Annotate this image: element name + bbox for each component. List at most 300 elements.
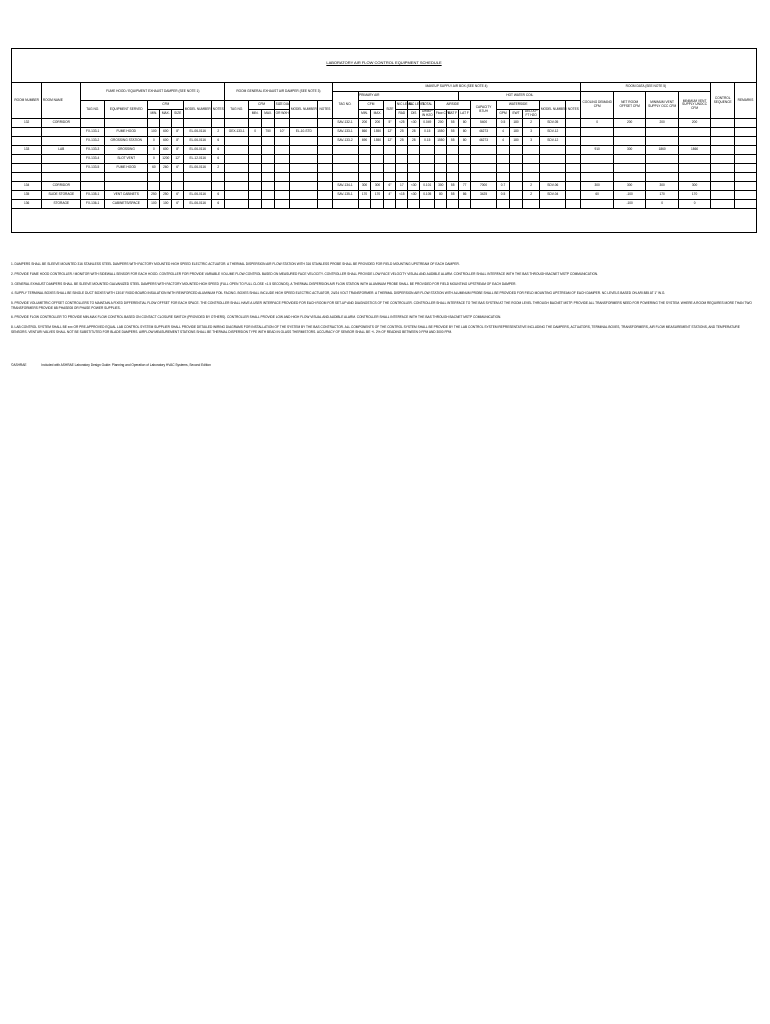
cell-mu-nc-rad: 25	[396, 128, 408, 137]
cell-fh-tag: FX-133-3	[81, 146, 105, 155]
cell-fh-model: EL-06-0116	[184, 128, 212, 137]
cell-ge-max	[262, 182, 275, 191]
cell-fh-equip: SLOT VENT	[105, 155, 148, 164]
cell-fh-size: 8"	[172, 146, 184, 155]
cell-rd-cool: 910	[581, 146, 613, 155]
cell-ge-notes	[318, 173, 332, 182]
cell-ge-size	[275, 119, 290, 128]
cell-control-sequence	[711, 182, 735, 191]
cell-fh-min	[148, 182, 160, 191]
cell-ge-tag	[225, 164, 249, 173]
col-mu-capacity: CAPACITY BTUH	[471, 101, 497, 119]
cell-rd-occ	[646, 173, 678, 182]
cell-fh-equip: FUME HOOD	[105, 164, 148, 173]
cell-ge-notes	[318, 191, 332, 200]
cell-mu-eat: 55	[447, 119, 459, 128]
cell-mu-flow: 200	[435, 119, 447, 128]
source-text: Included with ASHRAE Laboratory Design Guide: Planning and Operation of Laboratory HVAC Systems, Second Edition	[41, 363, 211, 367]
cell-ge-min	[249, 146, 262, 155]
cell-mu-cap: 3425	[471, 191, 497, 200]
col-mu-cfm: CFM	[358, 101, 384, 110]
cell-ge-model: EL-10-STD	[290, 128, 318, 137]
cell-ge-notes	[318, 119, 332, 128]
cell-remarks	[735, 173, 757, 182]
cell-mu-model	[540, 173, 566, 182]
cell-mu-size: 12"	[384, 137, 396, 146]
cell-mu-min: 860	[358, 128, 371, 137]
cell-ge-min	[249, 155, 262, 164]
cell-mu-gpm: 0.5	[497, 119, 510, 128]
col-net-room-offset: NET ROOM OFFSET CFM	[613, 92, 645, 119]
cell-mu-tag: SAV-133-1	[332, 128, 358, 137]
cell-rd-offset: 300	[613, 182, 645, 191]
cell-control-sequence	[711, 128, 735, 137]
cell-ge-model	[290, 200, 318, 209]
cell-rd-occ	[646, 137, 678, 146]
cell-room-number	[12, 128, 42, 137]
cell-mu-dpft	[523, 146, 540, 155]
cell-mu-nc-dis: <30	[408, 182, 420, 191]
col-mu-waterside: WATERSIDE	[497, 101, 540, 110]
cell-mu-max: 1550	[371, 128, 384, 137]
cell-mu-gpm	[497, 200, 510, 209]
cell-ge-size	[275, 191, 290, 200]
cell-rd-offset	[613, 155, 645, 164]
copyright-text: ©ASHRAE	[11, 363, 27, 367]
cell-mu-min	[358, 200, 371, 209]
cell-ge-notes	[318, 155, 332, 164]
table-row	[12, 146, 757, 155]
cell-mu-eat	[447, 146, 459, 155]
col-mu-deltap-ft: DELTA P FT H2O	[523, 110, 540, 119]
cell-mu-cap	[471, 200, 497, 209]
cell-rd-occ: 200	[646, 119, 678, 128]
cell-mu-tag	[332, 173, 358, 182]
cell-mu-gpm: 4	[497, 137, 510, 146]
cell-fh-model: EL-06-0116	[184, 137, 212, 146]
cell-mu-tag: SAV-133-2	[332, 137, 358, 146]
cell-mu-eat: 55	[447, 137, 459, 146]
cell-mu-size	[384, 173, 396, 182]
table-row	[12, 200, 757, 209]
cell-fh-notes: 6	[212, 137, 225, 146]
col-mu-model: MODEL NUMBER	[540, 101, 566, 119]
cell-mu-notes	[566, 164, 581, 173]
cell-fh-model: EL-06-0116	[184, 191, 212, 200]
table-row	[12, 119, 757, 128]
cell-mu-ewt	[510, 146, 523, 155]
cell-mu-max	[371, 173, 384, 182]
cell-mu-min: 200	[358, 119, 371, 128]
cell-rd-offset	[613, 173, 645, 182]
cell-control-sequence	[711, 119, 735, 128]
cell-control-sequence	[711, 146, 735, 155]
table-row	[12, 155, 757, 164]
cell-mu-min	[358, 173, 371, 182]
cell-ge-min	[249, 119, 262, 128]
cell-room-number	[12, 137, 42, 146]
cell-mu-min	[358, 164, 371, 173]
cell-ge-size	[275, 137, 290, 146]
cell-mu-ewt	[510, 182, 523, 191]
cell-rd-offset	[613, 137, 645, 146]
cell-ge-tag	[225, 182, 249, 191]
cell-ge-notes	[318, 164, 332, 173]
cell-mu-model	[540, 200, 566, 209]
cell-fh-max	[160, 182, 172, 191]
cell-fh-size	[172, 173, 184, 182]
col-mu-dis: DIS	[408, 110, 420, 119]
cell-fh-size: 12"	[172, 155, 184, 164]
note-item: 5. PROVIDE VOLUMETRIC OFFSET CONTROLLERS TO MAINTAIN A FIXED DIFFERENTIAL FLOW OFFSET FOR EACH SPACE. THE CONTROLLER SHALL HAVE A USER INTERFACE PROVIDED FOR EACH ROOM FOR SET-UP AND DIAGNOSTICS OF THE CONTROLLER. CONTROLLER SHALL INTERFACE TO THE BAS SYSTEM AT THE ROOM LEVEL THROUGH BACNET MSTP. PROVIDE ALL TRANSFORMERS NEED FOR POWERING THE SYSTEM. WHERE A ROOM REQUIRES MORE THAN TWO TRANSFORMERS PROVIDE 6B PHASE08 OR PHASE POWER SUPPLIES.	[11, 301, 752, 310]
cell-rd-cool	[581, 155, 613, 164]
cell-ge-notes	[318, 128, 332, 137]
cell-fh-tag: FX-133-1	[81, 128, 105, 137]
cell-room-name: CORRIDOR	[42, 182, 81, 191]
note-item: 3. GENERAL EXHAUST DAMPERS SHALL BE SLEEVE MOUNTED GALVANIZED STEEL DAMPERS WITH FACTORY MOUNTED HIGH SPEED (FULL OPEN TO FULL CLOSE <1.5 SECONDS). A THERMAL DISPERSION AIR FLOW STATION WITH ALUMINUM PROBE SHALL BE PROVIDED FOR FIELD MOUNTING UPSTREAM OF EACH DAMPER.	[11, 281, 517, 286]
col-fh-max: MAX.	[160, 110, 172, 119]
cell-room-name: LAB	[42, 146, 81, 155]
cell-mu-gpm	[497, 173, 510, 182]
cell-mu-tag	[332, 164, 358, 173]
cell-fh-min: 60	[148, 164, 160, 173]
cell-mu-dpft: 3	[523, 137, 540, 146]
cell-fh-tag	[81, 119, 105, 128]
cell-mu-dpft	[523, 164, 540, 173]
cell-mu-ewt	[510, 155, 523, 164]
cell-mu-nc-dis	[408, 164, 420, 173]
cell-mu-lat	[459, 146, 471, 155]
cell-remarks	[735, 137, 757, 146]
cell-control-sequence	[711, 191, 735, 200]
cell-room-name	[42, 173, 81, 182]
cell-mu-dp	[420, 164, 435, 173]
cell-fh-size: 6"	[172, 200, 184, 209]
cell-mu-ewt	[510, 173, 523, 182]
cell-mu-dpft: 2	[523, 119, 540, 128]
cell-mu-max	[371, 164, 384, 173]
cell-mu-lat: 80	[459, 137, 471, 146]
cell-ge-model	[290, 146, 318, 155]
col-min-vent-unocc: MINIMUM VENT SUPPLY UNOCC CFM	[678, 92, 710, 119]
cell-mu-gpm: 0.5	[497, 191, 510, 200]
cell-remarks	[735, 164, 757, 173]
cell-fh-tag: FX-135-1	[81, 191, 105, 200]
col-mu-lat: LAT F	[459, 110, 471, 119]
cell-room-name: SLIDE STORAGE	[42, 191, 81, 200]
cell-room-name	[42, 155, 81, 164]
cell-fh-max: 250	[160, 191, 172, 200]
col-ge-cfm: CFM	[249, 101, 275, 110]
cell-fh-tag: FX-136-1	[81, 200, 105, 209]
cell-ge-model	[290, 119, 318, 128]
cell-fh-size: 8"	[172, 128, 184, 137]
cell-mu-dp	[420, 173, 435, 182]
cell-fh-notes	[212, 173, 225, 182]
cell-ge-size	[275, 146, 290, 155]
cell-fh-size	[172, 119, 184, 128]
cell-mu-gpm: 4	[497, 128, 510, 137]
cell-mu-model	[540, 155, 566, 164]
col-mu-size: SIZE	[384, 101, 396, 119]
cell-rd-cool	[581, 200, 613, 209]
cell-ge-max	[262, 200, 275, 209]
cell-mu-gpm	[497, 155, 510, 164]
cell-mu-nc-dis: <30	[408, 191, 420, 200]
cell-remarks	[735, 182, 757, 191]
cell-mu-dpft: 3	[523, 128, 540, 137]
cell-mu-lat: 80	[459, 128, 471, 137]
cell-ge-tag	[225, 200, 249, 209]
cell-mu-cap: 7000	[471, 182, 497, 191]
cell-ge-tag	[225, 155, 249, 164]
col-mu-eat: EAT F	[447, 110, 459, 119]
cell-mu-dp	[420, 200, 435, 209]
cell-mu-nc-rad	[396, 173, 408, 182]
cell-fh-notes: 6	[212, 191, 225, 200]
cell-ge-size	[275, 164, 290, 173]
col-mu-gpm: GPM	[497, 110, 510, 119]
cell-rd-cool	[581, 173, 613, 182]
cell-rd-unocc	[678, 128, 710, 137]
col-room-name: ROOM NAME	[42, 83, 81, 119]
cell-mu-lat	[459, 200, 471, 209]
table-row	[12, 182, 757, 191]
cell-mu-min	[358, 146, 371, 155]
cell-room-number: 134	[12, 182, 42, 191]
cell-fh-max: 1200	[160, 155, 172, 164]
cell-mu-notes	[566, 137, 581, 146]
cell-fh-max: 100	[160, 200, 172, 209]
group-hot-water-coil: HOT WATER COIL	[459, 92, 581, 101]
cell-mu-cap	[471, 155, 497, 164]
cell-fh-max: 260	[160, 164, 172, 173]
cell-mu-notes	[566, 119, 581, 128]
cell-rd-occ	[646, 128, 678, 137]
cell-fh-size: 6"	[172, 191, 184, 200]
cell-ge-size	[275, 200, 290, 209]
cell-mu-eat: 55	[447, 182, 459, 191]
cell-mu-nc-dis: <30	[408, 119, 420, 128]
col-mu-min: MIN.	[358, 110, 371, 119]
cell-fh-min: 0	[148, 146, 160, 155]
cell-mu-cap: 46273	[471, 137, 497, 146]
cell-mu-cap: 5400	[471, 119, 497, 128]
cell-mu-min: 690	[358, 137, 371, 146]
cell-fh-max: 600	[160, 128, 172, 137]
cell-rd-cool: 300	[581, 182, 613, 191]
cell-mu-ewt: 180	[510, 137, 523, 146]
cell-mu-eat	[447, 173, 459, 182]
cell-fh-max: 600	[160, 146, 172, 155]
cell-mu-tag	[332, 200, 358, 209]
cell-mu-min: 170	[358, 191, 371, 200]
col-fh-notes: NOTES	[212, 101, 225, 119]
cell-mu-nc-rad	[396, 200, 408, 209]
page-footer	[11, 363, 225, 367]
group-fume-hood: FUME HOOD / EQUIPMENT EXHAUST DAMPER (SEE NOTE 1)	[81, 83, 225, 101]
cell-fh-model	[184, 119, 212, 128]
cell-room-number: 135	[12, 191, 42, 200]
table-row	[12, 173, 757, 182]
cell-fh-min: 100	[148, 200, 160, 209]
cell-control-sequence	[711, 200, 735, 209]
cell-mu-flow: 1550	[435, 137, 447, 146]
cell-mu-nc-rad: 17	[396, 182, 408, 191]
cell-ge-max	[262, 173, 275, 182]
cell-mu-notes	[566, 191, 581, 200]
cell-ge-tag	[225, 173, 249, 182]
cell-mu-cap: 46273	[471, 128, 497, 137]
cell-fh-model	[184, 173, 212, 182]
cell-mu-notes	[566, 182, 581, 191]
cell-ge-size	[275, 173, 290, 182]
cell-room-number: 136	[12, 200, 42, 209]
col-mu-total: TOTAL	[420, 101, 435, 110]
cell-fh-tag: FX-133-2	[81, 137, 105, 146]
cell-fh-notes: 6	[212, 155, 225, 164]
cell-rd-occ	[646, 164, 678, 173]
cell-mu-size	[384, 155, 396, 164]
cell-fh-notes: 6	[212, 200, 225, 209]
equipment-schedule-table	[11, 82, 757, 209]
cell-fh-notes: 2	[212, 164, 225, 173]
cell-room-number: 133	[12, 146, 42, 155]
cell-mu-max: 170	[371, 191, 384, 200]
cell-mu-size: 4"	[384, 191, 396, 200]
col-ge-size-dia: SIZE DIA	[275, 101, 290, 110]
cell-mu-nc-rad: <15	[396, 191, 408, 200]
cell-fh-model: EL-06-0116	[184, 164, 212, 173]
cell-mu-lat	[459, 155, 471, 164]
cell-fh-equip: VENT CABINETS	[105, 191, 148, 200]
cell-mu-dpft	[523, 173, 540, 182]
cell-rd-occ: 0	[646, 200, 678, 209]
cell-ge-notes	[318, 200, 332, 209]
cell-rd-offset: 200	[613, 119, 645, 128]
col-mu-rad: RAD	[396, 110, 408, 119]
cell-mu-ewt	[510, 200, 523, 209]
cell-room-number	[12, 155, 42, 164]
table-row	[12, 128, 757, 137]
col-ge-min: MIN.	[249, 110, 262, 119]
cell-remarks	[735, 119, 757, 128]
col-ge-wxh: OR WXH	[275, 110, 290, 119]
note-item: 6. PROVIDE FLOW CONTROLLER TO PROVIDE MIN-MAX FLOW CONTROL BASED ON CONTACT CLOSURE SWITCH (PROVIDED BY OTHERS). CONTROLLER SHALL PROVIDE LOW AND HIGH FLOW VISUAL AND AUDIBLE ALARM. CONTROLLER SHALL INTERFACE WITH THE BAS THROUGH BACNET MSTP COMMUNICATION.	[11, 315, 502, 320]
cell-mu-flow: 1550	[435, 128, 447, 137]
cell-ge-notes	[318, 146, 332, 155]
col-fh-tag: TAG NO.	[81, 101, 105, 119]
col-mu-airside: AIRSIDE	[435, 101, 471, 110]
col-mu-deltap: Delta P IN H2O	[420, 110, 435, 119]
col-ge-max: MAX.	[262, 110, 275, 119]
cell-fh-notes: 2	[212, 128, 225, 137]
cell-mu-flow	[435, 200, 447, 209]
cell-remarks	[735, 146, 757, 155]
cell-rd-cool: 0	[581, 119, 613, 128]
cell-mu-size	[384, 200, 396, 209]
cell-mu-nc-dis: 28	[408, 137, 420, 146]
cell-mu-eat	[447, 155, 459, 164]
cell-ge-notes	[318, 137, 332, 146]
cell-mu-notes	[566, 128, 581, 137]
cell-fh-min	[148, 173, 160, 182]
col-fh-cfm: CFM	[148, 101, 184, 110]
cell-room-name	[42, 164, 81, 173]
cell-mu-tag: SAV-135-1	[332, 191, 358, 200]
col-mu-ewt: EWT	[510, 110, 523, 119]
cell-ge-max: 750	[262, 128, 275, 137]
col-mu-flow: Flow CFM	[435, 110, 447, 119]
cell-fh-model	[184, 182, 212, 191]
cell-mu-cap	[471, 164, 497, 173]
cell-rd-unocc: 0	[678, 200, 710, 209]
cell-mu-model	[540, 146, 566, 155]
cell-mu-nc-dis	[408, 173, 420, 182]
cell-mu-flow	[435, 173, 447, 182]
cell-fh-equip: GROSSING STATION	[105, 137, 148, 146]
cell-mu-notes	[566, 173, 581, 182]
cell-room-number: 132	[12, 119, 42, 128]
cell-ge-model	[290, 137, 318, 146]
note-item: 1. DAMPERS SHALL BE SLEEVE MOUNTED 316 STAINLESS STEEL DAMPERS WITH FACTORY MOUNTED HIGH SPEED ELECTRIC ACTUATOR. A THERMAL DISPERSION AIR FLOW STATION WITH 316 STAINLESS PROBE SHALL BE PROVIDED FOR FIELD MOUNTING UPSTREAM OF EACH DAMPER.	[11, 262, 460, 266]
cell-ge-min	[249, 182, 262, 191]
note-item: 4. SUPPLY TERMINAL BOXES SHALL BE SINGLE DUCT BOXES WITH 13/16" RIGID BOARD INSULATION WITH REINFORCED ALUMINUM FOIL FACING. BOXES SHALL INCLUDE HIGH SPEED ELECTRIC ACTUATOR, 24/24 VOLT TRANSFORMER. A THERMAL DISPERSION AIR FLOW STATION WITH ALUMINUM PROBE SHALL BE PROVIDED FOR FIELD MOUNTING UPSTREAM OF EACH DAMPER. NC LEVELS BASED ON ARI 885 AT 1" W.G.	[11, 291, 666, 296]
cell-control-sequence	[711, 137, 735, 146]
cell-ge-max	[262, 191, 275, 200]
cell-ge-min	[249, 200, 262, 209]
cell-fh-tag: FX-133-5	[81, 164, 105, 173]
cell-ge-max	[262, 164, 275, 173]
cell-mu-nc-dis	[408, 146, 420, 155]
cell-mu-tag	[332, 155, 358, 164]
cell-mu-dp	[420, 155, 435, 164]
cell-fh-tag: FX-133-4	[81, 155, 105, 164]
cell-fh-min	[148, 119, 160, 128]
group-general-exhaust: ROOM GENERAL EXHAUST AIR DAMPER (SEE NOTE 3)	[225, 83, 332, 101]
cell-mu-max	[371, 155, 384, 164]
cell-mu-notes	[566, 146, 581, 155]
cell-remarks	[735, 200, 757, 209]
cell-mu-model: SDV-04	[540, 191, 566, 200]
cell-rd-offset	[613, 164, 645, 173]
cell-rd-cool	[581, 128, 613, 137]
cell-mu-nc-rad	[396, 146, 408, 155]
cell-fh-model: EL-06-0116	[184, 146, 212, 155]
cell-fh-model: EL-12-0116	[184, 155, 212, 164]
cell-room-number	[12, 173, 42, 182]
cell-mu-size	[384, 164, 396, 173]
cell-mu-flow: 80	[435, 191, 447, 200]
cell-mu-dp: 0.15	[420, 137, 435, 146]
cell-rd-occ	[646, 155, 678, 164]
cell-mu-notes	[566, 155, 581, 164]
cell-rd-unocc: 1860	[678, 146, 710, 155]
col-min-vent-occ: MINIMUM VENT SUPPLY OCC CFM	[646, 92, 678, 119]
cell-mu-dp: 0.15	[420, 128, 435, 137]
cell-rd-unocc	[678, 164, 710, 173]
cell-rd-unocc: 300	[678, 182, 710, 191]
cell-mu-ewt	[510, 191, 523, 200]
cell-control-sequence	[711, 155, 735, 164]
cell-mu-flow	[435, 155, 447, 164]
group-primary-air: PRIMARY AIR	[358, 92, 459, 101]
cell-fh-size: 8"	[172, 137, 184, 146]
cell-mu-max	[371, 200, 384, 209]
cell-ge-model	[290, 164, 318, 173]
cell-fh-size: 6"	[172, 164, 184, 173]
cell-mu-nc-dis	[408, 200, 420, 209]
